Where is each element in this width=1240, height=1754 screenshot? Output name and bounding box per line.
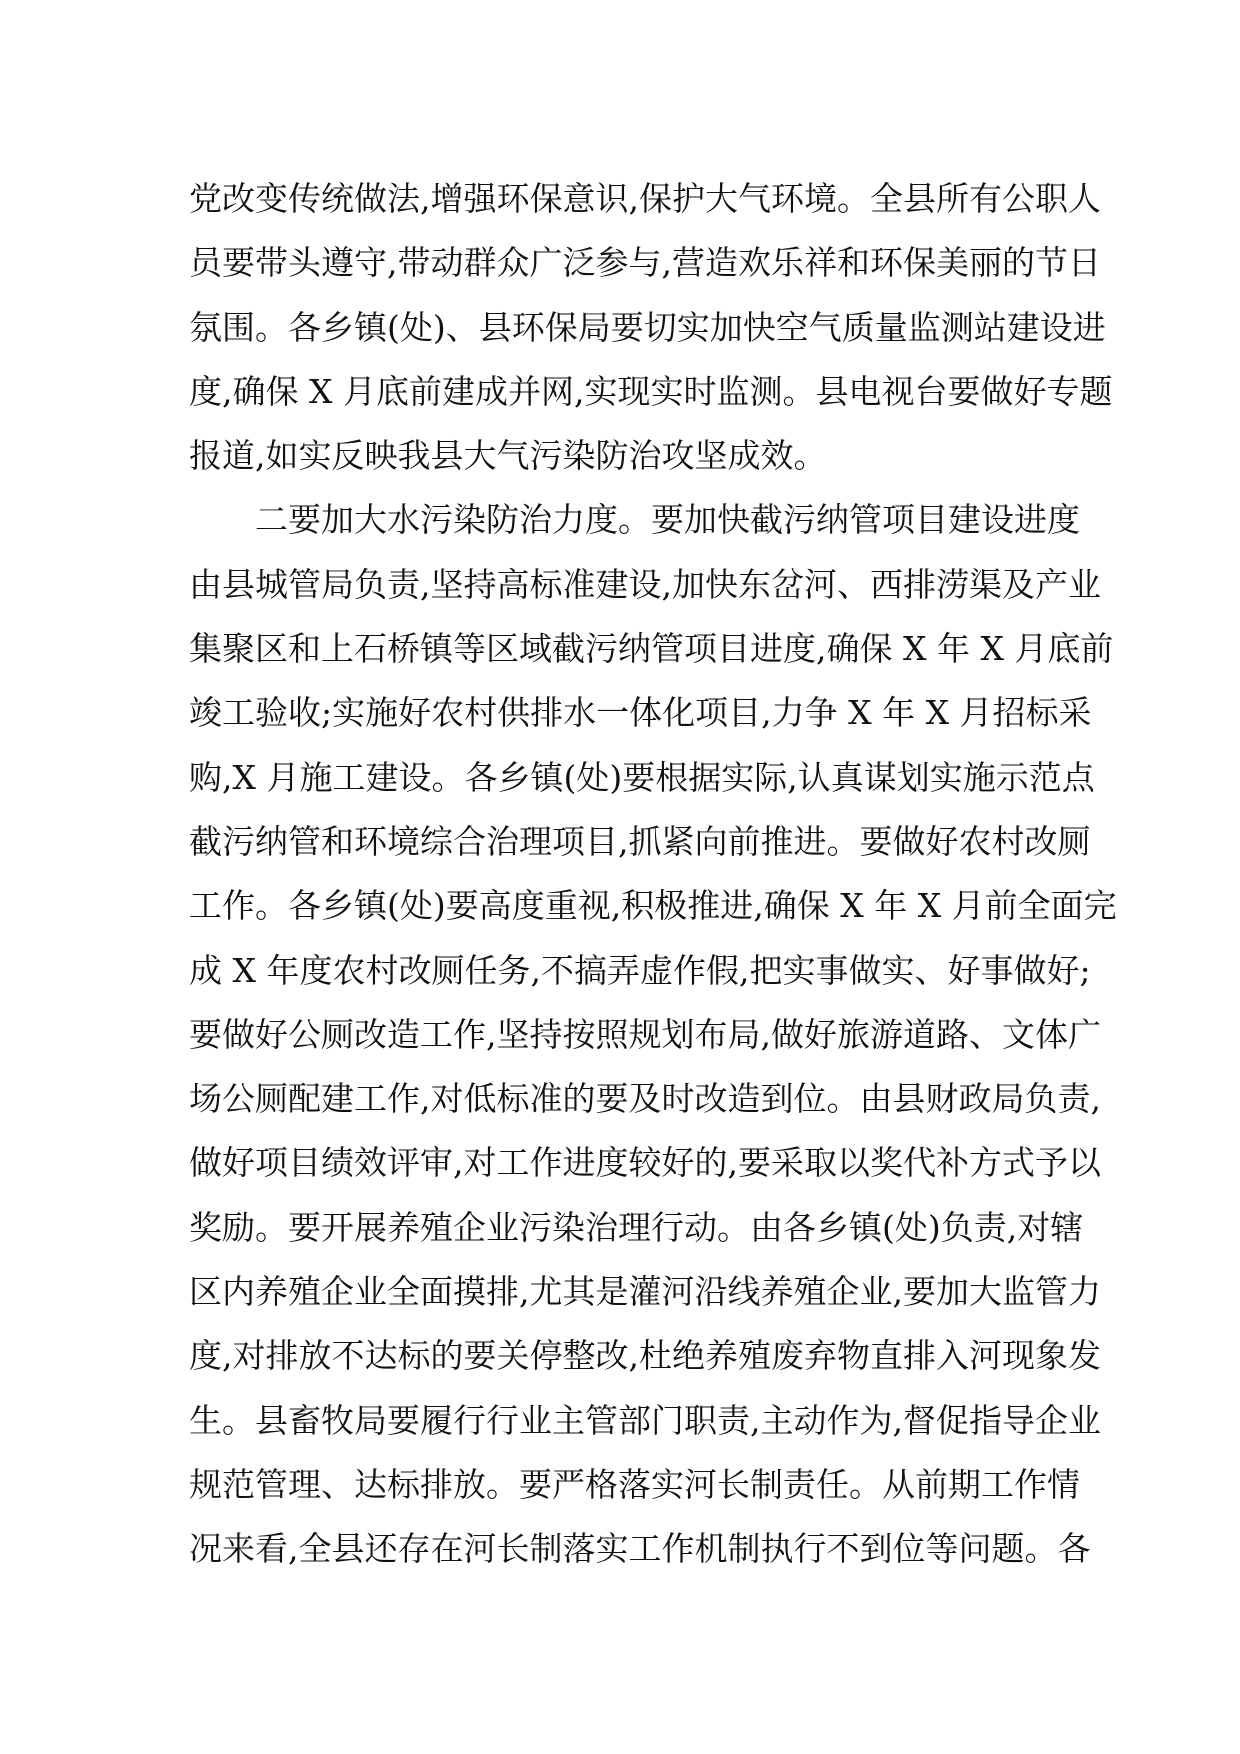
text-line: 区内养殖企业全面摸排,尤其是灌河沿线养殖企业,要加大监管力 — [189, 1272, 1101, 1312]
text-line: 场公厕配建工作,对低标准的要及时改造到位。由县财政局负责, — [189, 1079, 1101, 1119]
text-line: 规范管理、达标排放。要严格落实河长制责任。从前期工作情 — [189, 1464, 1080, 1504]
text-line: 党改变传统做法,增强环保意识,保护大气环境。全县所有公职人 — [189, 179, 1101, 218]
text-line: 员要带头遵守,带动群众广泛参与,营造欢乐祥和环保美丽的节日 — [189, 243, 1101, 283]
text-line: 度,对排放不达标的要关停整改,杜绝养殖废弃物直排入河现象发 — [189, 1336, 1101, 1376]
paragraph-2 — [189, 488, 1117, 1581]
text-line: 度,确保 X 月底前建成并网,实现实时监测。县电视台要做好专题 — [189, 371, 1113, 411]
text-line: 竣工验收;实施好农村供排水一体化项目,力争 X 年 X 月招标采 — [189, 693, 1092, 733]
text-line: 成 X 年度农村改厕任务,不搞弄虚作假,把实事做实、好事做好; — [189, 950, 1091, 990]
text-line: 报道,如实反映我县大气污染防治攻坚成效。 — [189, 436, 827, 476]
body-text — [189, 167, 1117, 1582]
text-line: 二要加大水污染防治力度。要加快截污纳管项目建设进度 — [255, 500, 1080, 540]
text-line: 做好项目绩效评审,对工作进度较好的,要采取以奖代补方式予以 — [189, 1143, 1101, 1183]
text-line: 由县城管局负责,坚持高标准建设,加快东岔河、西排涝渠及产业 — [189, 564, 1101, 604]
text-line: 截污纳管和环境综合治理项目,抓紧向前推进。要做好农村改厕 — [189, 821, 1091, 861]
text-line: 集聚区和上石桥镇等区域截污纳管项目进度,确保 X 年 X 月底前 — [189, 629, 1114, 669]
text-line: 生。县畜牧局要履行行业主管部门职责,主动作为,督促指导企业 — [189, 1400, 1101, 1440]
text-line: 购,X 月施工建设。各乡镇(处)要根据实际,认真谋划实施示范点 — [189, 757, 1095, 797]
text-line: 奖励。要开展养殖企业污染治理行动。由各乡镇(处)负责,对辖 — [189, 1207, 1084, 1247]
paragraph-1 — [189, 167, 1113, 488]
text-line: 要做好公厕改造工作,坚持按照规划布局,做好旅游道路、文体广 — [189, 1014, 1101, 1054]
text-line: 氛围。各乡镇(处)、县环保局要切实加快空气质量监测站建设进 — [189, 307, 1106, 347]
text-line: 工作。各乡镇(处)要高度重视,积极推进,确保 X 年 X 月前全面完 — [189, 886, 1117, 926]
text-line: 况来看,全县还存在河长制落实工作机制执行不到位等问题。各 — [189, 1529, 1091, 1569]
